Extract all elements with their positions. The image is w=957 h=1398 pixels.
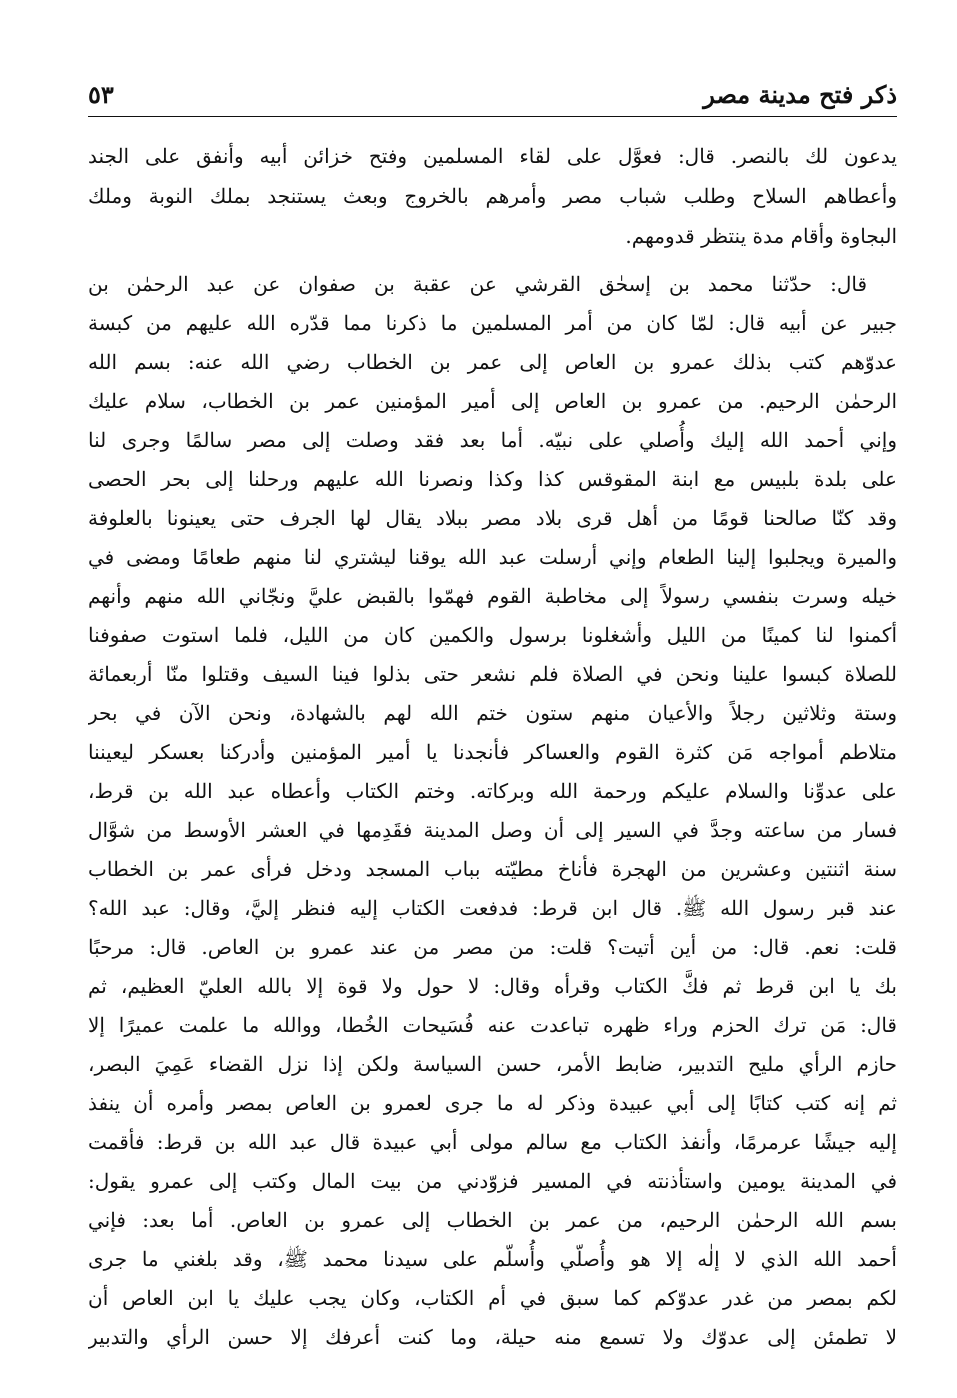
text-line: بسم الله الرحمٰن الرحيم، من عمر بن الخطاب إلى عمرو بن العاص. أما بعد: فإني [88, 1208, 897, 1232]
text-line: بك يا ابن قرط ثم فكَّ الكتاب وقرأه وقال: لا حول ولا قوة إلا بالله العليّ العظيم، ثم [88, 974, 897, 998]
text-line: خيله وسرت بنفسي رسولاً إلى مخاطبة القوم فهمّوا بالقبض عليَّ ونجّاني الله منهم وأنهم [88, 584, 897, 608]
text-line: سنة اثنتين وعشرين من الهجرة فأناخ مطيّته بباب المسجد ودخل فرأى عمر بن الخطاب [88, 857, 897, 881]
text-line: للصلاة كبسوا علينا ونحن في الصلاة فلم نشعر حتى بذلوا فينا السيف وقتلوا منّا أربعمائة [88, 662, 897, 686]
text-line: لكم بمصر من غدر عدوّكم كما سبق في أم الكتاب، وكان يجب عليك يا ابن العاص أن [88, 1286, 897, 1310]
text-line: لا تطمئن إلى عدوّك ولا تسمع منه حيلة، وما كنت أعرفك إلا حسن الرأي والتدبير [88, 1325, 897, 1349]
text-line: على عدوِّنا والسلام عليكم ورحمة الله وبركاته. وختم الكتاب وأعطاه عبد الله بن قرط، [88, 779, 897, 803]
text-line: على بلدة بلبيس مع ابنة المقوقس كذا وكذا ونصرنا الله عليهم ورحلنا إلى بحر الحصى [88, 467, 897, 491]
text-line: يدعون لك بالنصر. قال: فعوَّل على لقاء المسلمين وفتح خزائن أبيه وأنفق على الجند [88, 144, 897, 168]
text-line: في المدينة يومين واستأذنته في المسير فزوّدني من بيت المال وكتب إلى عمرو يقول: [88, 1169, 897, 1193]
text-line: وستة وثلاثين رجلاً والأعيان منهم ستون ختم الله لهم بالشهادة، ونحن الآن في بحر [88, 701, 897, 725]
page-header [88, 70, 897, 117]
text-line: وإني أحمد الله إليك وأُصلي على نبيّه. أما بعد فقد وصلت إلى مصر سالمًا وجرى لنا [88, 428, 897, 452]
text-line: جبير عن أبيه قال: لمّا كان من أمر المسلمين ما ذكرنا مما قدّره الله عليهم من كبسة [88, 311, 897, 335]
text-line: قلت: نعم. قال: من أين أتيت؟ قلت: من مصر من عند عمرو بن العاص. قال: مرحبًا [88, 935, 897, 959]
page-number: ٥٣ [88, 80, 114, 109]
text-line: عدوّهم كتب بذلك عمرو بن العاص إلى عمر بن الخطاب رضي الله عنه: بسم الله [88, 350, 897, 374]
text-line: أحمد الله الذي لا إلٰه إلا هو وأُصلّي وأُسلّم على سيدنا محمد ﷺ، وقد بلغني ما جرى [88, 1247, 897, 1271]
text-line: والميرة ويجلبوا إلينا الطعام وإني أرسلت عبد الله يوقنا ليشتري لنا منهم طعامًا ومضى في [88, 545, 897, 569]
text-line: ثم إنه كتب كتابًا إلى أبي عبيدة وذكر له ما جرى لعمرو بن العاص بمصر وأمره أن ينفذ [88, 1091, 897, 1115]
text-line: إليه جيشًا عرمرمًا، وأنفذ الكتاب مع سالم مولى أبي عبيدة قال عبد الله بن قرط: فأقمت [88, 1130, 897, 1154]
text-line: عند قبر رسول الله ﷺ. قال ابن قرط: فدفعت الكتاب إليه فنظر إليَّ، وقال: عبد الله؟ [88, 896, 897, 920]
text-line: قال: مَن ترك الحزم وراء ظهره تباعدت عنه فُسَيحات الخُطا، ووالله ما علمت عميرًا إلا [88, 1013, 897, 1037]
running-title: ذكر فتح مدينة مصر [703, 80, 897, 109]
text-line: متلاطم أمواجه مَن كثرة القوم والعساكر فأنجدنا يا أمير المؤمنين وأدركنا بعسكر ليعيننا [88, 740, 897, 764]
text-line: قال: حدّثنا محمد بن إسحٰق القرشي عن عقبة بن صفوان عن عبد الرحمٰن بن [88, 272, 867, 296]
text-line: فسار من ساعته وجدَّ في السير إلى أن وصل المدينة فقَدِمها في العشر الأوسط من شوَّال [88, 818, 897, 842]
text-line: البجاوة وأقام مدة ينتظر قدومهم. [625, 224, 897, 248]
text-line: حازم الرأي مليح التدبير، ضابط الأمر، حسن السياسة ولكن إذا نزل القضاء عَمِيَ البصر، [88, 1052, 897, 1076]
text-line: أكمنوا لنا كمينًا من الليل وأشغلونا برسول والكمين كان من الليل، فلما استوت صفوفنا [88, 623, 897, 647]
text-line: الرحمٰن الرحيم. من عمرو بن العاص إلى أمير المؤمنين عمر بن الخطاب، سلام عليك [88, 389, 897, 413]
text-line: وقد كنّا صالحنا قومًا من أهل قرى بلاد مصر ببلاد يقال لها الجرف حتى يعينونا بالعلوفة [88, 506, 897, 530]
text-line: وأعطاهم السلاح وطلب شباب مصر وأمرهم بالخروج وبعث يستنجد بملك النوبة وملك [88, 184, 897, 208]
